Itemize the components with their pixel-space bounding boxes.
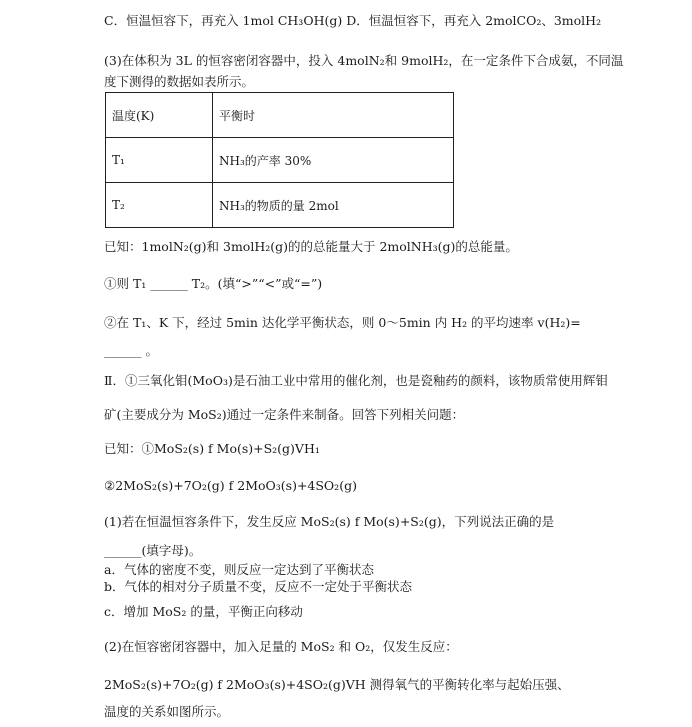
line-subquestion-2-blank: ______ 。 xyxy=(104,343,158,358)
line-equation-2: ②2MoS₂(s)+7O₂(g) f 2MoO₃(s)+4SO₂(g) xyxy=(104,478,357,493)
option-b: b．气体的相对分子质量不变，反应不一定处于平衡状态 xyxy=(104,579,413,594)
table-cell: NH₃的物质的量 2mol xyxy=(213,183,454,228)
line-question-3-cont: 度下测得的数据如表所示。 xyxy=(104,74,255,89)
line-part-2-intro-cont: 矿(主要成分为 MoS₂)通过一定条件来制备。回答下列相关问题： xyxy=(104,407,465,422)
line-question-2: (2)在恒容密闭容器中，加入足量的 MoS₂ 和 O₂，仅发生反应： xyxy=(104,639,458,654)
table-header-row xyxy=(106,93,454,138)
table-row xyxy=(106,138,454,183)
table-cell: T₂ xyxy=(106,183,213,228)
line-question-1-blank: ______(填字母)。 xyxy=(104,543,202,558)
line-question-2-cont: 温度的关系如图所示。 xyxy=(104,704,230,719)
table-row xyxy=(106,183,454,228)
line-option-cd: C．恒温恒容下，再充入 1mol CH₃OH(g) D．恒温恒容下，再充入 2molCO₂、3molH₂ xyxy=(104,13,602,28)
line-question-3: (3)在体积为 3L 的恒容密闭容器中，投入 4molN₂和 9molH₂，在一定条件下合成氨，不同温 xyxy=(104,53,624,68)
option-a: a．气体的密度不变，则反应一定达到了平衡状态 xyxy=(104,562,374,577)
table-header-cell: 平衡时 xyxy=(213,93,454,138)
table-cell: T₁ xyxy=(106,138,213,183)
line-known-energy: 已知：1molN₂(g)和 3molH₂(g)的的总能量大于 2molNH₃(g)的总能量。 xyxy=(104,239,518,254)
line-subquestion-1: ①则 T₁ ______ T₂。(填“>”“<”或“=”) xyxy=(104,276,323,291)
data-table xyxy=(105,92,454,228)
table-cell: NH₃的产率 30% xyxy=(213,138,454,183)
line-equation-3: 2MoS₂(s)+7O₂(g) f 2MoO₃(s)+4SO₂(g)VH 测得氧气的平衡转化率与起始压强、 xyxy=(104,677,570,692)
line-equation-1: 已知：①MoS₂(s) f Mo(s)+S₂(g)VH₁ xyxy=(104,441,320,456)
option-c: c．增加 MoS₂ 的量，平衡正向移动 xyxy=(104,604,303,619)
line-question-1: (1)若在恒温恒容条件下，发生反应 MoS₂(s) f Mo(s)+S₂(g)，下列说法正确的是 xyxy=(104,514,555,529)
line-part-2-intro: Ⅱ．①三氧化钼(MoO₃)是石油工业中常用的催化剂，也是瓷釉药的颜料，该物质常使用辉钼 xyxy=(104,373,608,388)
table-header-cell: 温度(K) xyxy=(106,93,213,138)
line-subquestion-2: ②在 T₁、K 下，经过 5min 达化学平衡状态，则 0～5min 内 H₂ 的平均速率 v(H₂)= xyxy=(104,315,581,330)
